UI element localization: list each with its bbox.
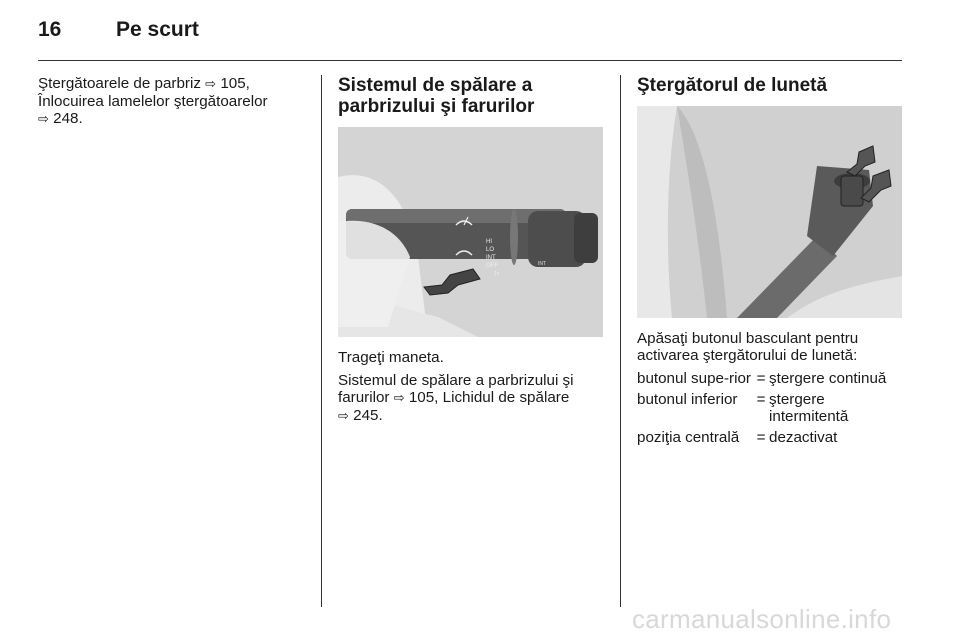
switch-function: dezactivat [769,429,838,446]
equals-sign: = [756,429,766,446]
instruction-text: Trageţi maneta. [338,349,444,366]
switch-function: ştergere continuă [769,370,887,387]
table-row [637,370,902,391]
rear-wiper-stalk-illustration [637,106,902,318]
header-rule [38,60,902,61]
ref-arrow-icon: ⇨ [338,409,349,424]
stalk-label: HI [486,239,492,245]
equals-sign: = [756,391,766,408]
page-title: Pe scurt [116,18,199,41]
column-3 [637,75,902,450]
switch-function: ştergere intermitentă [769,391,849,425]
column-divider [321,75,322,607]
ref-arrow-icon: ⇨ [393,391,405,406]
page-link[interactable]: 248. [53,110,83,127]
switch-position: butonul inferior [637,391,738,408]
rocker-switch-table [637,370,902,450]
wiper-stalk-illustration [338,127,603,337]
page-link[interactable]: 105, Lichidul de spălare [408,389,570,406]
ref-arrow-icon: ⇨ [38,112,49,127]
switch-position: butonul supe-rior [637,370,751,387]
page-link[interactable]: 105, [220,75,250,92]
cross-reference-text: Sistemul de spălare a parbrizului şi farurilor ⇨ 105, Lichidul de spălare ⇨ 245. [338,372,574,424]
switch-position: poziţia centrală [637,429,740,446]
page-number: 16 [38,18,62,41]
knob-label: INT [538,261,547,267]
stalk-label: 1x [494,271,500,277]
page-link[interactable]: 245. [353,407,383,424]
stalk-label: LO [486,247,495,253]
instruction-text: Apăsaţi butonul basculant pentru activarea ştergătorului de lunetă: [637,330,859,364]
stalk-label: INT [486,255,496,261]
equals-sign: = [756,370,766,387]
cross-reference-text: Ştergătoarele de parbriz ⇨ 105, Înlocuirea lamelelor ştergătoarelor ⇨ 248. [38,75,268,127]
column-2 [338,75,603,431]
watermark: carmanualsonline.info [632,604,892,634]
column-divider [620,75,621,607]
ref-arrow-icon: ⇨ [205,77,217,92]
table-row [637,429,902,450]
section-heading: Sistemul de spălare a parbrizului şi farurilor [338,75,535,117]
stalk-label: OFF [486,263,498,269]
table-row [637,391,902,429]
column-1 [38,75,308,134]
section-heading: Ştergătorul de lunetă [637,75,828,96]
page-header [38,18,199,42]
